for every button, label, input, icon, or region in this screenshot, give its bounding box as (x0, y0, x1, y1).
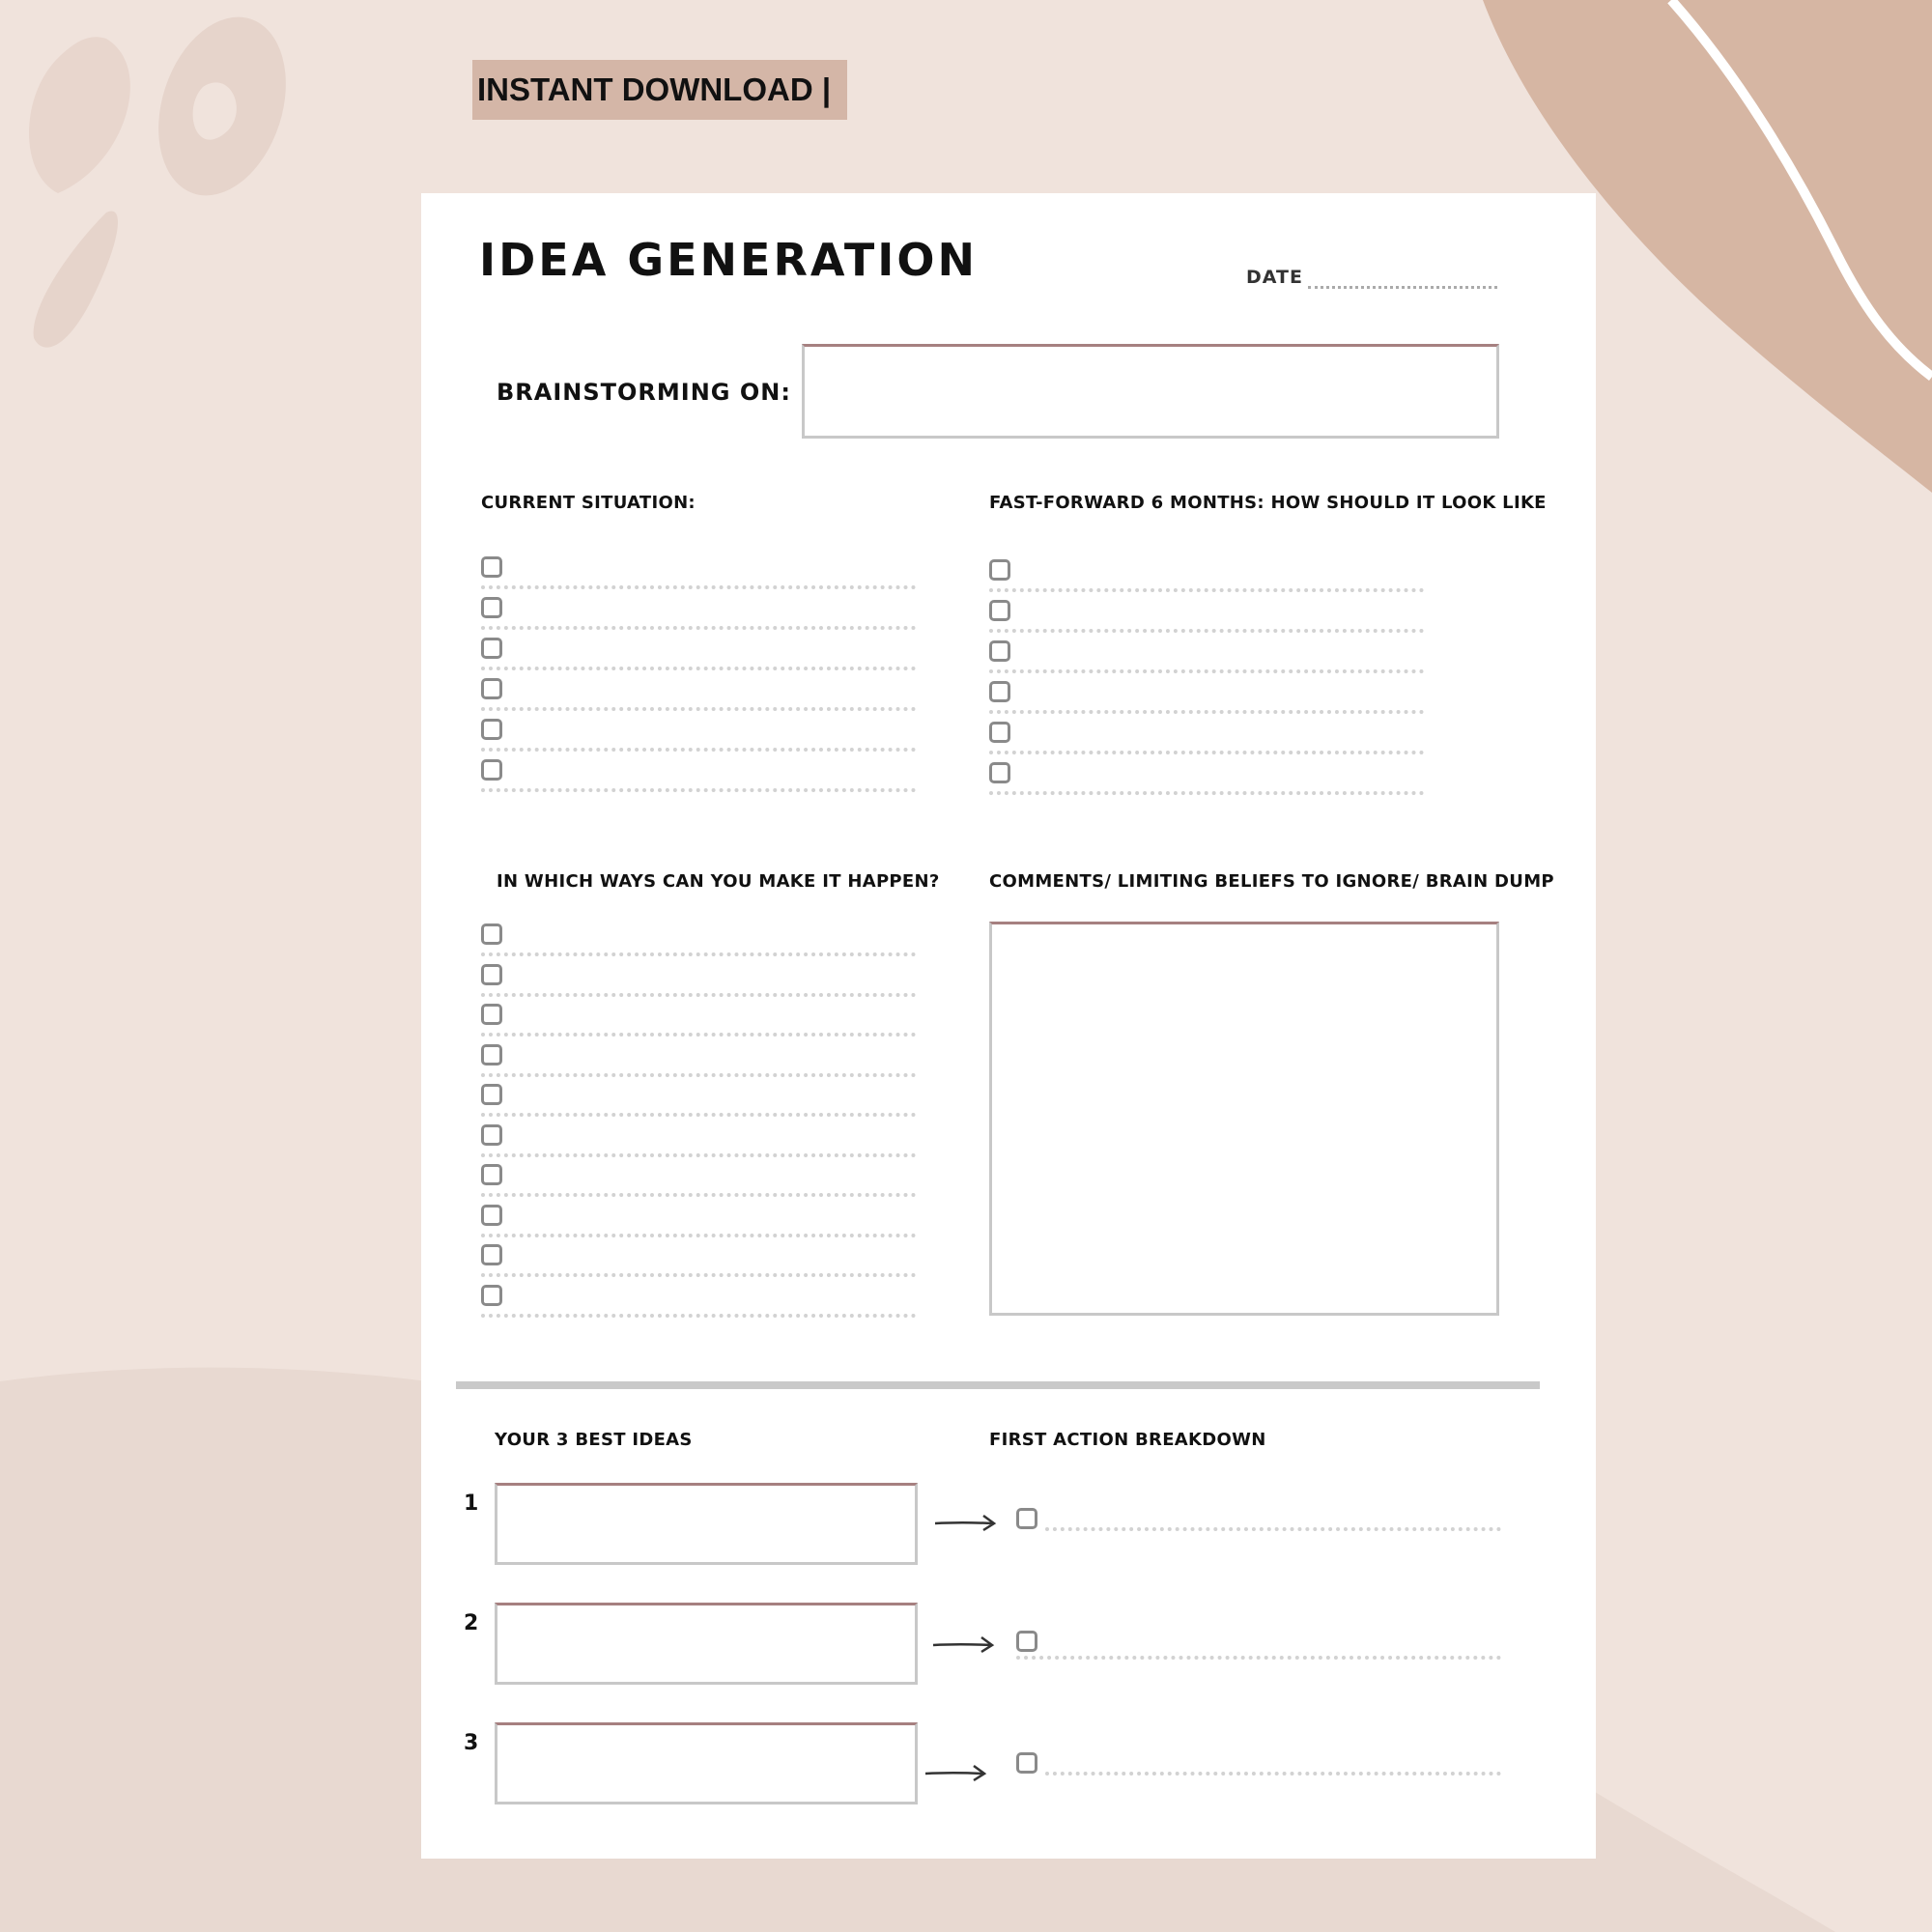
checkbox[interactable] (481, 597, 502, 618)
checkbox[interactable] (1016, 1508, 1037, 1529)
dotted-line (989, 751, 1424, 754)
idea-box-2[interactable] (495, 1603, 918, 1685)
checkbox[interactable] (481, 1124, 502, 1146)
dotted-line (989, 588, 1424, 592)
idea-generation-sheet (421, 193, 1596, 1859)
checkbox[interactable] (989, 681, 1010, 702)
checklist-row[interactable] (989, 681, 1424, 722)
dotted-line (989, 669, 1424, 673)
brainstorming-box[interactable] (802, 344, 1499, 439)
checklist-row[interactable] (481, 964, 916, 1005)
checklist-row[interactable] (481, 1084, 916, 1124)
page-title: IDEA GENERATION (479, 234, 978, 286)
action-row-3[interactable] (1016, 1752, 1501, 1793)
dotted-line (481, 788, 916, 792)
dotted-line (481, 707, 916, 711)
dotted-line (481, 626, 916, 630)
checklist-row[interactable] (989, 762, 1424, 803)
section-divider (456, 1381, 1540, 1389)
dotted-line (481, 1193, 916, 1197)
comments-box[interactable] (989, 922, 1499, 1316)
date-label: DATE (1246, 267, 1303, 288)
checkbox[interactable] (989, 762, 1010, 783)
idea-number-3: 3 (464, 1731, 479, 1755)
checklist-row[interactable] (989, 559, 1424, 600)
checklist-row[interactable] (481, 556, 916, 597)
checklist-row[interactable] (481, 1164, 916, 1205)
background-stroke-shape (34, 211, 118, 347)
checklist-row[interactable] (481, 678, 916, 719)
checkbox[interactable] (481, 678, 502, 699)
dotted-line (1016, 1656, 1501, 1660)
checkbox[interactable] (481, 759, 502, 781)
arrow-icon (923, 1763, 987, 1782)
dotted-line (481, 585, 916, 589)
action-row-2[interactable] (1016, 1631, 1501, 1671)
best-ideas-label: YOUR 3 BEST IDEAS (495, 1430, 693, 1450)
dotted-line (481, 1153, 916, 1157)
dotted-line (481, 952, 916, 956)
checkbox[interactable] (989, 600, 1010, 621)
checkbox[interactable] (481, 556, 502, 578)
dotted-line (481, 1033, 916, 1037)
checkbox[interactable] (1016, 1752, 1037, 1774)
checklist-row[interactable] (481, 1004, 916, 1044)
dotted-line (1045, 1527, 1501, 1531)
checkbox[interactable] (481, 1244, 502, 1265)
checklist-row[interactable] (481, 638, 916, 678)
banner-text: INSTANT DOWNLOAD | (477, 71, 832, 107)
checklist-row[interactable] (481, 597, 916, 638)
checklist-row[interactable] (481, 1285, 916, 1325)
dotted-line (481, 748, 916, 752)
checkbox[interactable] (481, 964, 502, 985)
dotted-line (481, 1073, 916, 1077)
idea-number-1: 1 (464, 1492, 479, 1516)
dotted-line (989, 710, 1424, 714)
background-leaf-shape (29, 37, 130, 193)
dotted-line (481, 1273, 916, 1277)
checklist-row[interactable] (989, 640, 1424, 681)
checkbox[interactable] (481, 923, 502, 945)
checkbox[interactable] (481, 1084, 502, 1105)
checkbox[interactable] (481, 1004, 502, 1025)
idea-box-3[interactable] (495, 1722, 918, 1804)
ways-label: IN WHICH WAYS CAN YOU MAKE IT HAPPEN? (497, 871, 940, 892)
dotted-line (481, 1113, 916, 1117)
dotted-line (481, 993, 916, 997)
checkbox[interactable] (1016, 1631, 1037, 1652)
dotted-line (481, 1314, 916, 1318)
dotted-line (989, 629, 1424, 633)
dotted-line (481, 1234, 916, 1237)
checkbox[interactable] (989, 722, 1010, 743)
fast-forward-label: FAST-FORWARD 6 MONTHS: HOW SHOULD IT LOOK LIKE (989, 493, 1547, 513)
checklist-row[interactable] (481, 719, 916, 759)
checklist-row[interactable] (989, 600, 1424, 640)
idea-box-1[interactable] (495, 1483, 918, 1565)
checkbox[interactable] (481, 719, 502, 740)
checklist-row[interactable] (481, 1205, 916, 1245)
checkbox[interactable] (989, 559, 1010, 581)
checklist-row[interactable] (481, 1244, 916, 1285)
checkbox[interactable] (481, 1164, 502, 1185)
dotted-line (481, 667, 916, 670)
checklist-row[interactable] (481, 759, 916, 800)
date-field[interactable] (1308, 286, 1497, 289)
checklist-row[interactable] (989, 722, 1424, 762)
arrow-icon (931, 1634, 995, 1654)
instant-download-banner (472, 60, 847, 120)
checklist-row[interactable] (481, 1044, 916, 1085)
checkbox[interactable] (989, 640, 1010, 662)
dotted-line (1045, 1772, 1501, 1776)
checkbox[interactable] (481, 1205, 502, 1226)
arrow-icon (933, 1513, 997, 1532)
brainstorming-label: BRAINSTORMING ON: (497, 379, 791, 406)
current-situation-label: CURRENT SITUATION: (481, 493, 696, 513)
dotted-line (989, 791, 1424, 795)
checkbox[interactable] (481, 638, 502, 659)
checkbox[interactable] (481, 1285, 502, 1306)
first-action-label: FIRST ACTION BREAKDOWN (989, 1430, 1266, 1450)
action-row-1[interactable] (1016, 1508, 1501, 1548)
checklist-row[interactable] (481, 923, 916, 964)
idea-number-2: 2 (464, 1611, 479, 1635)
checklist-row[interactable] (481, 1124, 916, 1165)
checkbox[interactable] (481, 1044, 502, 1065)
comments-label: COMMENTS/ LIMITING BELIEFS TO IGNORE/ BRAIN DUMP (989, 871, 1554, 892)
